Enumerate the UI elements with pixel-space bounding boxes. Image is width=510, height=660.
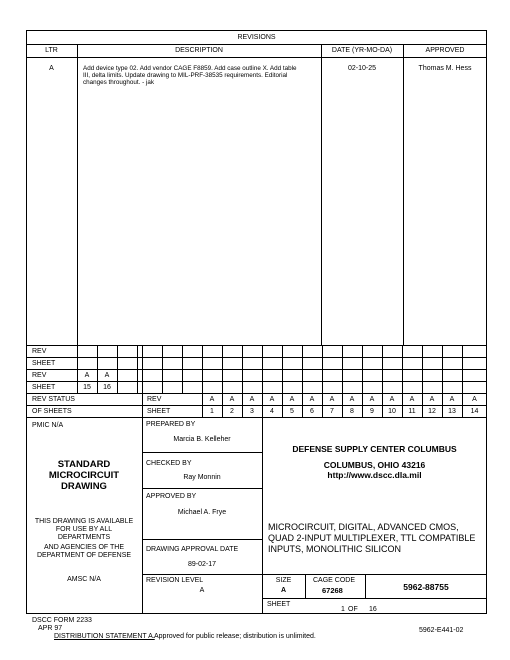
distribution-label: DISTRIBUTION STATEMENT A. [54, 633, 155, 640]
availability-line5: DEPARTMENT OF DEFENSE [36, 552, 132, 559]
col-date: DATE (YR-MO-DA) [331, 47, 393, 54]
sheet-row-label: SHEET [32, 360, 56, 367]
approval-date-value: 89-02-17 [187, 561, 217, 568]
sheet-row4-label: SHEET [32, 384, 56, 391]
standard-line1: STANDARD [57, 459, 111, 470]
sheet-number-7: 7 [330, 408, 334, 415]
size-label: SIZE [275, 577, 292, 584]
rev-status-label: REV STATUS [32, 396, 75, 403]
sheet-footer-num: 1 [341, 606, 345, 613]
sheet-number-10: 10 [388, 408, 396, 415]
title-line3: INPUTS, MONOLITHIC SILICON [268, 544, 402, 554]
title-line2: QUAD 2-INPUT MULTIPLEXER, TTL COMPATIBLE [268, 533, 476, 543]
dscc-line2: COLUMBUS, OHIO 43216 [323, 460, 426, 470]
revision-desc-line2: III, delta limits. Update drawing to MIL-PRF-38535 requirements. Editorial [83, 72, 288, 79]
sheet-number-14: 14 [470, 408, 479, 415]
rev-status-4: A [269, 396, 275, 403]
rev-status-3: A [249, 396, 255, 403]
sheet-number-6: 6 [310, 408, 314, 415]
rev-row3-label: REV [32, 372, 47, 379]
revision-approved: Thomas M. Hess [418, 65, 472, 72]
rev-sheet-16: A [104, 372, 110, 379]
rev-status-13: A [449, 396, 455, 403]
availability-line3: DEPARTMENTS [57, 534, 111, 541]
rev-status-6: A [309, 396, 315, 403]
rev-status-2: A [229, 396, 235, 403]
rev-status-14: A [472, 396, 477, 403]
drawing-number: 5962-88755 [403, 582, 449, 592]
col-approved: APPROVED [425, 47, 465, 54]
sheet-number-3: 3 [250, 408, 254, 415]
dscc-line1: DEFENSE SUPPLY CENTER COLUMBUS [292, 444, 457, 454]
dscc-line3: http://www.dscc.dla.mil [327, 470, 422, 480]
approved-by-name: Michael A. Frye [177, 509, 227, 516]
rev-status-8: A [349, 396, 355, 403]
amsc-label: AMSC N/A [67, 576, 101, 583]
rev-row-label: REV [32, 348, 47, 355]
sheet-number-4: 4 [270, 408, 274, 415]
availability-line4: AND AGENCIES OF THE [44, 544, 124, 551]
prepared-by-label: PREPARED BY [146, 421, 196, 428]
rev-status-10: A [389, 396, 395, 403]
rev-status-5: A [289, 396, 295, 403]
form-number: DSCC FORM 2233 [32, 617, 92, 624]
rev-status-9: A [369, 396, 375, 403]
title-line1: MICROCIRCUIT, DIGITAL, ADVANCED CMOS, [268, 522, 459, 532]
sheet-number-5: 5 [290, 408, 294, 415]
approval-date-label: DRAWING APPROVAL DATE [146, 546, 239, 553]
sheet-num-15: 15 [83, 384, 91, 391]
availability-line1: THIS DRAWING IS AVAILABLE [34, 518, 134, 525]
approved-by-label: APPROVED BY [146, 493, 197, 500]
form-date: APR 97 [38, 625, 63, 632]
sheet-footer-total: 16 [369, 606, 377, 613]
rev-status-1: A [209, 396, 215, 403]
rev-status-7: A [329, 396, 335, 403]
rev-status-12: A [429, 396, 435, 403]
of-sheets-label: OF SHEETS [32, 408, 72, 415]
checked-by-label: CHECKED BY [146, 460, 192, 467]
sheet-footer-label: SHEET [267, 601, 291, 608]
sheet-number-1: 1 [210, 408, 214, 415]
revision-level-value: A [199, 587, 205, 594]
availability-line2: FOR USE BY ALL [55, 526, 113, 533]
revision-level-label: REVISION LEVEL [146, 577, 204, 584]
size-value: A [280, 587, 287, 594]
sheet-number-13: 13 [448, 408, 456, 415]
checked-by-name: Ray Monnin [183, 474, 221, 481]
sheet-number-2: 2 [230, 408, 234, 415]
sheet-number-12: 12 [428, 408, 436, 415]
rev-sheet-15: A [84, 372, 90, 379]
standard-line3: DRAWING [61, 481, 107, 492]
cage-code-value: 67268 [322, 586, 343, 595]
revisions-heading: REVISIONS [237, 34, 276, 41]
revision-desc-line3: changes throughout. - jak [83, 79, 155, 86]
rev-label: REV [147, 396, 162, 403]
prepared-by-name: Marcia B. Kelleher [173, 436, 231, 443]
revision-desc-line1: Add device type 02. Add vendor CAGE F8859. Add case outline X. Add table [83, 65, 297, 72]
revision-date: 02-10-25 [347, 65, 377, 72]
sheet-number-9: 9 [370, 408, 374, 415]
cage-code-label: CAGE CODE [313, 577, 356, 584]
sheet-number-8: 8 [350, 408, 354, 415]
sheet-footer-of: OF [348, 606, 358, 613]
col-description: DESCRIPTION [175, 47, 223, 54]
sheet-number-11: 11 [408, 408, 416, 415]
col-ltr: LTR [45, 47, 58, 54]
pmic-label: PMIC N/A [32, 422, 64, 429]
standard-line2: MICROCIRCUIT [48, 470, 120, 481]
distribution-text: Approved for public release; distribution is unlimited. [154, 633, 316, 640]
rev-status-11: A [409, 396, 415, 403]
sheet-label: SHEET [147, 408, 171, 415]
sheet-num-16: 16 [103, 384, 111, 391]
revision-ltr: A [49, 65, 54, 72]
footer-code: 5962-E441-02 [419, 627, 464, 634]
